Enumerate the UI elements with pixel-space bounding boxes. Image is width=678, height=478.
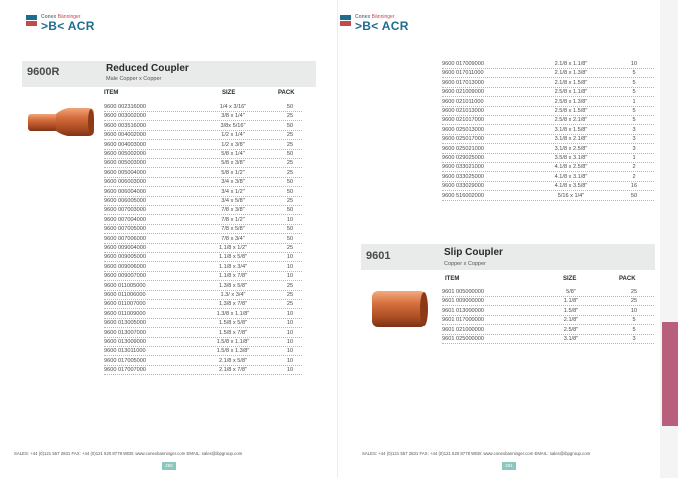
item-size: 1.3/8 x 1.1/8" bbox=[216, 310, 250, 317]
item-pack: 50 bbox=[286, 235, 294, 242]
item-size: 5/8 x 1/2" bbox=[221, 169, 245, 176]
brand-mark-icon bbox=[340, 15, 351, 26]
item-size: 7/8 x 3/4" bbox=[221, 235, 245, 242]
item-code: 9600 013009000 bbox=[104, 339, 146, 345]
table-row bbox=[104, 141, 302, 150]
item-pack: 5 bbox=[632, 317, 636, 324]
item-size: 3.5/8 x 3.1/8" bbox=[554, 155, 588, 161]
item-size: 3/4 x 5/8" bbox=[221, 198, 245, 204]
item-pack: 3 bbox=[632, 136, 636, 143]
item-code: 9600 025013000 bbox=[442, 126, 484, 133]
table-row bbox=[442, 182, 654, 191]
table-row bbox=[104, 329, 302, 338]
item-code: 9600 029025000 bbox=[442, 155, 484, 161]
item-pack: 10 bbox=[286, 254, 294, 261]
item-size: 1.3/8 x 7/8" bbox=[218, 301, 248, 308]
item-pack: 5 bbox=[632, 326, 636, 333]
item-pack: 10 bbox=[286, 348, 294, 355]
product-subtitle: Male Copper x Copper bbox=[106, 76, 162, 82]
item-pack: 50 bbox=[286, 226, 294, 233]
table-row bbox=[104, 300, 302, 309]
footer-contact: SALES: +44 (0)121 557 2831 FAX: +44 (0)121 520 8778 WEB: www.conexbanninger.com EMAIL: sales@ibpgroup.com bbox=[14, 451, 243, 456]
page-number: 261 bbox=[502, 462, 516, 470]
item-pack: 3 bbox=[632, 145, 636, 152]
item-size: 2.1/8 x 1.5/8" bbox=[554, 79, 588, 86]
table-row bbox=[104, 122, 302, 131]
item-size: 4.1/8 x 3.1/8" bbox=[554, 173, 588, 180]
page-number: 260 bbox=[162, 462, 176, 470]
item-pack: 10 bbox=[286, 310, 294, 317]
item-code: 9601 013000000 bbox=[442, 307, 484, 314]
item-pack: 10 bbox=[286, 216, 294, 223]
item-size: 2.1/8 x 7/8" bbox=[218, 367, 248, 374]
item-code: 9600 005003000 bbox=[104, 160, 146, 167]
item-size: 1/2 x 1/4" bbox=[221, 132, 245, 139]
item-pack: 25 bbox=[286, 132, 294, 139]
product-title: Reduced Coupler bbox=[106, 63, 189, 74]
item-code: 9600 033025000 bbox=[442, 173, 484, 180]
item-code: 9600 006005000 bbox=[104, 198, 146, 204]
item-size: 5/8 x 3/8" bbox=[221, 160, 245, 167]
item-pack: 2 bbox=[632, 164, 636, 171]
item-size: 2.1/8" bbox=[563, 317, 579, 324]
item-code: 9601 009000000 bbox=[442, 298, 484, 305]
brand-name: >B< ACR bbox=[41, 19, 95, 33]
item-size: 1.1/8 x 3/4" bbox=[218, 263, 248, 270]
item-pack: 25 bbox=[286, 198, 294, 204]
item-code: 9601 017000000 bbox=[442, 317, 484, 324]
item-code: 9600 005004000 bbox=[104, 169, 146, 176]
table-row bbox=[104, 150, 302, 159]
item-code: 9600 007006000 bbox=[104, 235, 146, 242]
brand-logo bbox=[26, 14, 95, 33]
table-row bbox=[442, 192, 654, 201]
table-row bbox=[104, 244, 302, 253]
item-size: 1.1/8 x 5/8" bbox=[218, 254, 248, 261]
item-pack: 10 bbox=[286, 329, 294, 336]
item-pack: 25 bbox=[630, 298, 638, 305]
item-code: 9600 006003000 bbox=[104, 179, 146, 186]
item-code: 9600 004003000 bbox=[104, 141, 146, 148]
item-pack: 25 bbox=[286, 141, 294, 148]
table-row bbox=[442, 154, 654, 163]
item-code: 9600 021009000 bbox=[442, 89, 484, 96]
item-code: 9600 013007000 bbox=[104, 329, 146, 336]
item-pack: 3 bbox=[632, 336, 636, 342]
item-code: 9600 002316000 bbox=[104, 104, 146, 110]
item-code: 9600 017013000 bbox=[442, 79, 484, 86]
item-pack: 5 bbox=[632, 89, 636, 96]
item-size: 5/8" bbox=[566, 289, 576, 295]
item-size: 4.1/8 x 2.5/8" bbox=[554, 164, 588, 171]
item-size: 3/4 x 1/2" bbox=[221, 188, 245, 195]
item-pack: 5 bbox=[632, 108, 636, 114]
header-pack: PACK bbox=[619, 276, 636, 282]
product-subtitle: Copper x Copper bbox=[444, 261, 486, 267]
table-row bbox=[442, 98, 654, 107]
item-size: 3.1/8 x 1.5/8" bbox=[554, 126, 588, 133]
item-code: 9600 011005000 bbox=[104, 282, 146, 289]
item-pack: 10 bbox=[286, 339, 294, 345]
item-code: 9600 004002000 bbox=[104, 132, 146, 139]
item-pack: 25 bbox=[286, 282, 294, 289]
item-pack: 50 bbox=[286, 207, 294, 214]
item-pack: 25 bbox=[286, 160, 294, 167]
table-row bbox=[104, 263, 302, 272]
table-row bbox=[104, 159, 302, 168]
item-code: 9600 017005000 bbox=[104, 357, 146, 364]
item-pack: 25 bbox=[286, 169, 294, 176]
item-code: 9600 021013000 bbox=[442, 108, 484, 114]
item-pack: 25 bbox=[286, 301, 294, 308]
item-size: 2.5/8 x 1.5/8" bbox=[554, 108, 588, 114]
left-page bbox=[0, 0, 338, 478]
table-row bbox=[104, 366, 302, 375]
table-row bbox=[442, 297, 654, 306]
table-row bbox=[104, 282, 302, 291]
item-size: 1.1/8" bbox=[563, 298, 579, 305]
item-size: 7/8 x 3/8" bbox=[221, 207, 245, 214]
brand-name: >B< ACR bbox=[355, 19, 409, 33]
item-size: 1.3/ x 3/4" bbox=[220, 292, 246, 298]
table-row bbox=[104, 188, 302, 197]
table-row bbox=[442, 116, 654, 125]
item-code: 9600 006004000 bbox=[104, 188, 146, 195]
item-size: 7/8 x 1/2" bbox=[221, 216, 245, 223]
item-pack: 25 bbox=[286, 292, 294, 298]
brand-mark-icon bbox=[26, 15, 37, 26]
item-code: 9600 011007000 bbox=[104, 301, 146, 308]
item-size: 1.1/8 x 7/8" bbox=[218, 273, 248, 280]
item-size: 1/2 x 3/8" bbox=[221, 141, 245, 148]
footer-contact: SALES: +44 (0)121 557 2831 FAX: +44 (0)121 520 8778 WEB: www.conexbanninger.com EMAIL: sales@ibpgroup.com bbox=[362, 451, 591, 456]
item-size: 2.5/8" bbox=[563, 326, 579, 333]
item-size: 1.5/8 x 1.3/8" bbox=[216, 348, 250, 355]
table-row bbox=[442, 69, 654, 78]
table-row bbox=[104, 197, 302, 206]
item-code: 9600 017009000 bbox=[442, 61, 484, 67]
right-page bbox=[338, 0, 660, 478]
item-pack: 10 bbox=[286, 263, 294, 270]
table-row bbox=[104, 319, 302, 328]
item-size: 3.1/8 x 2.5/8" bbox=[554, 145, 588, 152]
header-item: ITEM bbox=[104, 90, 119, 96]
item-size: 1.1/8 x 1/2" bbox=[218, 245, 248, 251]
product-title: Slip Coupler bbox=[444, 247, 503, 258]
table-row bbox=[104, 216, 302, 225]
table-row bbox=[442, 326, 654, 335]
table-row bbox=[104, 112, 302, 121]
item-size: 3/8x 5/16" bbox=[220, 122, 246, 129]
item-pack: 3 bbox=[632, 126, 636, 133]
table-header bbox=[104, 90, 302, 98]
table-row bbox=[442, 316, 654, 325]
table-row bbox=[442, 163, 654, 172]
table-row bbox=[442, 135, 654, 144]
item-code: 9600 003002000 bbox=[104, 113, 146, 120]
item-pack: 5 bbox=[632, 117, 636, 124]
item-size: 1.5/8 x 5/8" bbox=[218, 320, 248, 327]
item-pack: 5 bbox=[632, 79, 636, 86]
table-row bbox=[442, 88, 654, 97]
item-pack: 10 bbox=[286, 273, 294, 280]
item-pack: 10 bbox=[286, 357, 294, 364]
table-row bbox=[104, 310, 302, 319]
header-size: SIZE bbox=[222, 90, 236, 96]
item-pack: 16 bbox=[630, 183, 638, 190]
table-row bbox=[104, 225, 302, 234]
header-size: SIZE bbox=[563, 276, 577, 282]
item-code: 9600 025017000 bbox=[442, 136, 484, 143]
table-row bbox=[104, 338, 302, 347]
item-code: 9600 007004000 bbox=[104, 216, 146, 223]
item-code: 9600 033021000 bbox=[442, 164, 484, 171]
item-size: 5/8 x 1/4" bbox=[221, 151, 245, 157]
item-pack: 50 bbox=[630, 192, 638, 199]
reduced-coupler-photo bbox=[26, 105, 96, 139]
item-pack: 50 bbox=[286, 188, 294, 195]
item-size: 7/8 x 5/8" bbox=[221, 226, 245, 233]
item-code: 9600 516002000 bbox=[442, 192, 484, 199]
product-banner bbox=[361, 244, 655, 270]
item-size: 2.1/8 x 1.3/8" bbox=[554, 70, 588, 77]
item-code: 9600 009006000 bbox=[104, 263, 146, 270]
item-code: 9600 009005000 bbox=[104, 254, 146, 261]
item-pack: 50 bbox=[286, 179, 294, 186]
table-row bbox=[442, 173, 654, 182]
table-row bbox=[104, 169, 302, 178]
item-code: 9600 017011000 bbox=[442, 70, 484, 77]
item-code: 9600 013005000 bbox=[104, 320, 146, 327]
item-pack: 10 bbox=[630, 307, 638, 314]
table-row bbox=[104, 253, 302, 262]
table-row bbox=[442, 126, 654, 135]
item-code: 9601 005000000 bbox=[442, 289, 484, 295]
table-row bbox=[104, 131, 302, 140]
item-size: 1.5/8 x 7/8" bbox=[218, 329, 248, 336]
item-code: 9600 021011000 bbox=[442, 98, 484, 105]
item-code: 9601 021000000 bbox=[442, 326, 484, 333]
item-code: 9600 007003000 bbox=[104, 207, 146, 214]
item-code: 9600 009007000 bbox=[104, 273, 146, 280]
item-size: 3.1/8 x 2.1/8" bbox=[554, 136, 588, 143]
item-pack: 10 bbox=[286, 320, 294, 327]
table-row bbox=[104, 347, 302, 356]
item-size: 2.5/8 x 1.1/8" bbox=[554, 89, 588, 96]
item-size: 1.3/8 x 5/8" bbox=[218, 282, 248, 289]
item-pack: 50 bbox=[286, 104, 294, 110]
item-pack: 1 bbox=[632, 155, 636, 161]
item-size: 4.1/8 x 3.5/8" bbox=[554, 183, 588, 190]
header-pack: PACK bbox=[278, 90, 295, 96]
brand-small: Conex Bänninger bbox=[41, 14, 81, 20]
item-code: 9600 011009000 bbox=[104, 310, 146, 317]
brand-logo bbox=[340, 14, 409, 33]
product-code: 9600R bbox=[27, 66, 60, 78]
item-pack: 50 bbox=[286, 151, 294, 157]
table-row bbox=[442, 107, 654, 116]
table-row bbox=[104, 235, 302, 244]
item-size: 3/8 x 1/4" bbox=[221, 113, 245, 120]
item-size: 2.1/8 x 5/8" bbox=[218, 357, 248, 364]
item-code: 9600 009004000 bbox=[104, 245, 146, 251]
item-code: 9601 025000000 bbox=[442, 336, 484, 342]
item-pack: 25 bbox=[286, 245, 294, 251]
item-size: 1.5/8 x 1.1/8" bbox=[216, 339, 250, 345]
table-row bbox=[104, 291, 302, 300]
item-pack: 25 bbox=[286, 113, 294, 120]
item-pack: 10 bbox=[630, 61, 638, 67]
item-pack: 10 bbox=[286, 367, 294, 374]
item-size: 2.1/8 x 1.1/8" bbox=[554, 61, 588, 67]
table-row bbox=[442, 335, 654, 344]
table-row bbox=[104, 103, 302, 112]
item-size: 3/4 x 3/8" bbox=[221, 179, 245, 186]
item-size: 1/4 x 3/16" bbox=[219, 104, 247, 110]
table-row bbox=[104, 272, 302, 281]
item-code: 9600 003516000 bbox=[104, 122, 146, 129]
item-code: 9600 017007000 bbox=[104, 367, 146, 374]
item-code: 9600 007005000 bbox=[104, 226, 146, 233]
item-size: 1.5/8" bbox=[563, 307, 579, 314]
item-pack: 5 bbox=[632, 70, 636, 77]
table-row bbox=[104, 178, 302, 187]
table-row bbox=[104, 357, 302, 366]
brand-small: Conex Bänninger bbox=[355, 14, 395, 20]
product-code: 9601 bbox=[366, 250, 391, 262]
table-row bbox=[442, 60, 654, 69]
item-pack: 1 bbox=[632, 98, 636, 105]
item-size: 3.1/8" bbox=[563, 336, 579, 342]
table-row bbox=[442, 79, 654, 88]
item-code: 9600 013011000 bbox=[104, 348, 146, 355]
item-code: 9600 033029000 bbox=[442, 183, 484, 190]
item-pack: 25 bbox=[630, 289, 638, 295]
item-size: 2.5/8 x 1.3/8" bbox=[554, 98, 588, 105]
item-code: 9600 025021000 bbox=[442, 145, 484, 152]
item-code: 9600 021017000 bbox=[442, 117, 484, 124]
table-row bbox=[104, 206, 302, 215]
item-size: 2.5/8 x 2.1/8" bbox=[554, 117, 588, 124]
table-row bbox=[442, 145, 654, 154]
item-pack: 2 bbox=[632, 173, 636, 180]
table-header bbox=[445, 276, 643, 284]
table-row bbox=[442, 288, 654, 297]
section-tab bbox=[662, 322, 678, 426]
item-size: 5/16 x 1/4" bbox=[557, 192, 585, 199]
item-code: 9600 005002000 bbox=[104, 151, 146, 157]
slip-coupler-photo bbox=[370, 288, 430, 330]
table-row bbox=[442, 307, 654, 316]
item-code: 9600 011006000 bbox=[104, 292, 146, 298]
item-pack: 50 bbox=[286, 122, 294, 129]
header-item: ITEM bbox=[445, 276, 460, 282]
